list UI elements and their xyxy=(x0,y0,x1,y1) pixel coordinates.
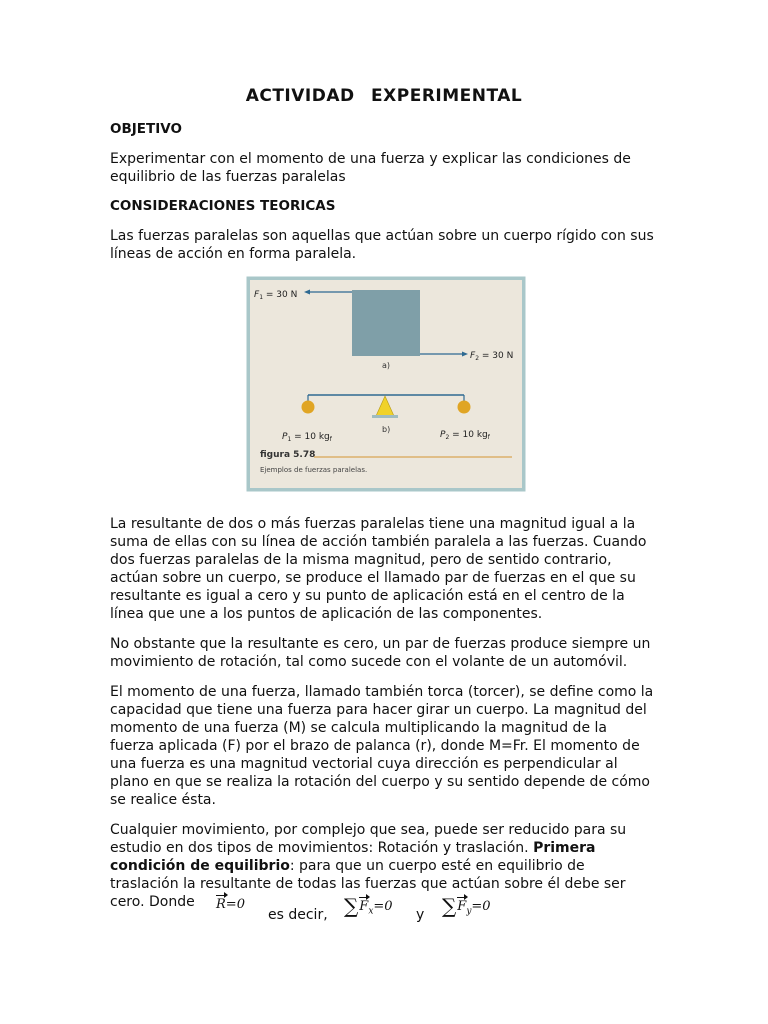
rigid-body-block xyxy=(352,290,420,356)
primera-condicion-label: Primera condición de equilibrio xyxy=(110,840,596,874)
force-f2-label: $F_2 = 30$ N xyxy=(470,351,514,362)
weight-p1-ball xyxy=(302,401,315,414)
weight-p2-label: $P_2 = 10$ $kg_f$ xyxy=(440,430,490,441)
es-decir-text: es decir, xyxy=(268,907,328,923)
fulcrum-base xyxy=(372,415,398,418)
paragraph-resultante: La resultante de dos o más fuerzas paralelas tiene una magnitud igual a la suma de ellas con su línea de acción también paralela a las fuerzas. Cuando dos fuerzas paralelas de la misma magnitud, pero de sentido contrario, actúan sobre un cuerpo, se produce el llamado par de fuerzas en el que su resultante es igual a cero y su punto de aplicación está en el centro de la línea que une a los puntos de aplicación de las componentes. xyxy=(110,516,647,622)
objetivo-text: Experimentar con el momento de una fuerza y explicar las condiciones de equilibrio de las fuerzas paralelas xyxy=(110,151,631,185)
consideraciones-intro: Las fuerzas paralelas son aquellas que actúan sobre un cuerpo rígido con sus líneas de acción en forma paralela. xyxy=(110,228,654,262)
figure-caption-text: Ejemplos de fuerzas paralelas. xyxy=(260,466,368,474)
consideraciones-heading: CONSIDERACIONES TEORICAS xyxy=(110,198,336,214)
equilibrio-text-b: : para que un cuerpo esté en equilibrio de traslación la resultante de todas las fuerzas que actúan sobre él debe ser cero. Donde xyxy=(110,858,626,910)
label-a: a) xyxy=(382,361,391,370)
page-title: ACTIVIDAD EXPERIMENTAL xyxy=(245,86,523,106)
force-f1-label: $F_1 = 30$ N xyxy=(254,290,298,301)
y-connector: y xyxy=(416,907,425,923)
figure-caption-title: figura 5.78 xyxy=(260,450,316,460)
equation-sum-fx: $\sum F_x=0$ xyxy=(344,894,393,918)
equation-sum-fy: $\sum F_y=0$ xyxy=(442,894,491,918)
equilibrio-text-a: Cualquier movimiento, por complejo que sea, puede ser reducido para su estudio en dos tipos de movimientos: Rotación y traslación. xyxy=(110,822,627,856)
parallel-forces-figure xyxy=(246,276,526,492)
label-b: b) xyxy=(382,425,391,434)
paragraph-par-fuerzas: No obstante que la resultante es cero, un par de fuerzas produce siempre un movimiento de rotación, tal como sucede con el volante de un automóvil. xyxy=(110,636,651,670)
weight-p1-label: $P_1 = 10$ $kg_f$ xyxy=(282,432,332,443)
objetivo-heading: OBJETIVO xyxy=(110,121,182,137)
weight-p2-ball xyxy=(458,401,471,414)
equation-r-zero: R=0 xyxy=(216,897,245,912)
paragraph-momento: El momento de una fuerza, llamado también torca (torcer), se define como la capacidad que tiene una fuerza para hacer girar un cuerpo. La magnitud del momento de una fuerza (M) se calcula multiplicando la magnitud de la fuerza aplicada (F) por el brazo de palanca (r), donde M=Fr. El momento de una fuerza es una magnitud vectorial cuya dirección es perpendicular al plano en que se realiza la rotación del cuerpo y su sentido depende de cómo se realice ésta. xyxy=(110,684,654,808)
